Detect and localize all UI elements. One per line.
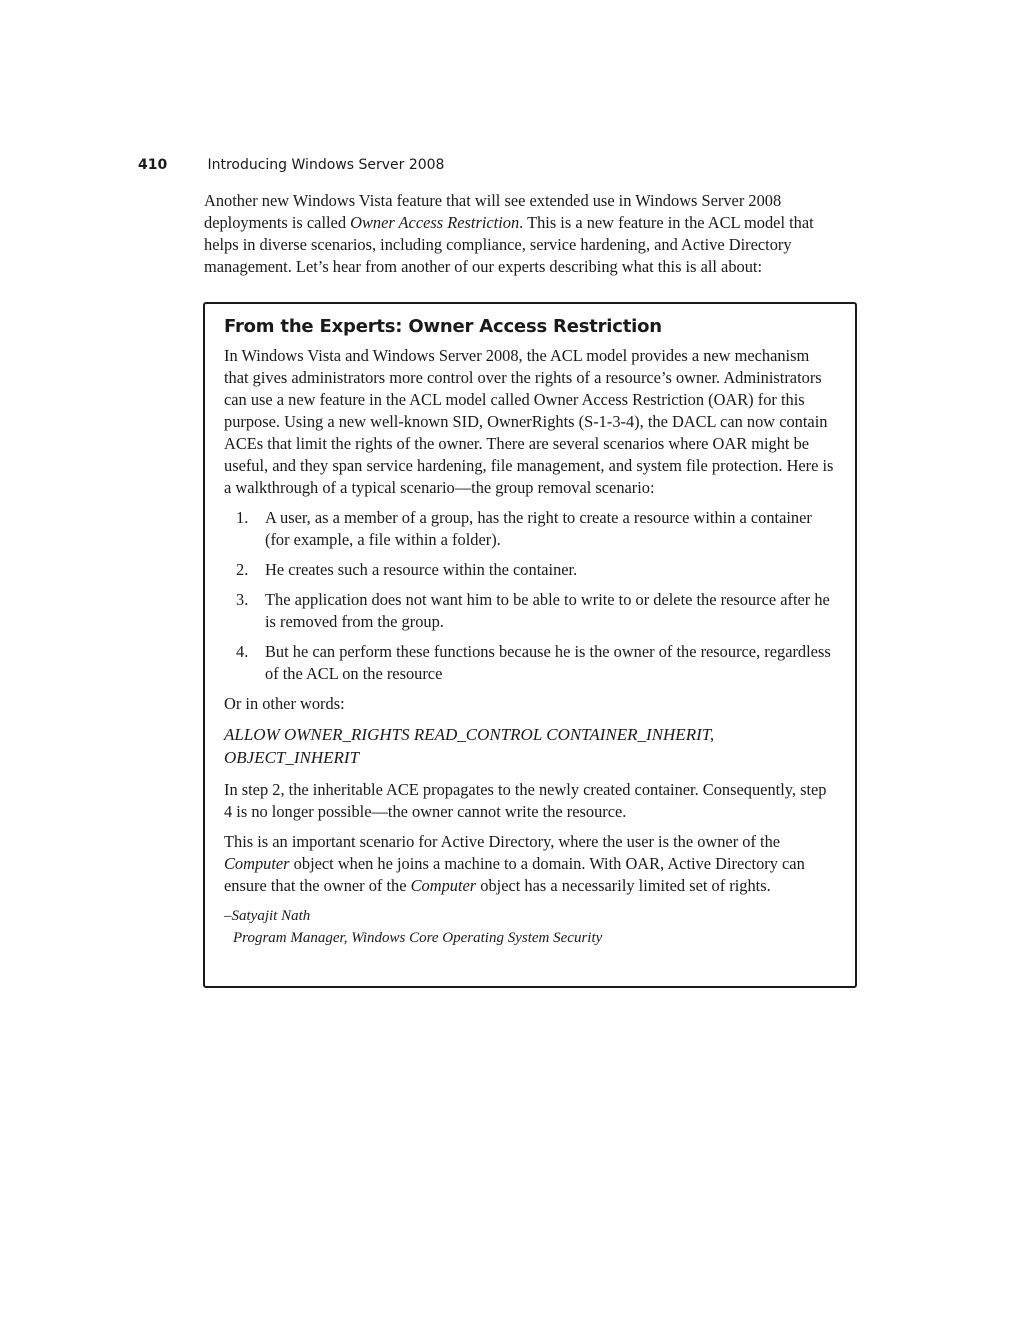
running-head	[138, 156, 444, 174]
intro-text-end: . This is a new feature in the ACL model that helps in diverse scenarios, including compliance, service hardening, and Active Directory management. Let’s hear from another of our experts describing what this is all about:	[204, 213, 814, 276]
step-text: He creates such a resource within the container.	[265, 560, 578, 579]
sidebar-paragraph-3	[224, 831, 837, 897]
scenario-steps	[224, 507, 837, 685]
page-number: 410	[138, 157, 168, 173]
step-number: 2.	[236, 560, 249, 579]
chapter-title: Introducing Windows Server 2008	[207, 157, 445, 173]
sidebar-title: From the Experts: Owner Access Restriction	[224, 316, 662, 337]
step-text: But he can perform these functions because he is the owner of the resource, regardless of the ACL on the resource	[265, 642, 831, 683]
paragraph-3-text-a: This is an important scenario for Active Directory, where the user is the owner of the	[224, 832, 781, 851]
author-name: –Satyajit Nath	[224, 908, 311, 924]
author-role: Program Manager, Windows Core Operating System Security	[233, 930, 603, 946]
computer-term: Computer	[224, 854, 290, 873]
step-text: A user, as a member of a group, has the right to create a resource within a container (for example, a file within a folder).	[265, 508, 812, 549]
intro-paragraph	[204, 190, 852, 278]
intro-text-start: Another new Windows Vista feature that will see extended use in Windows Server 2008 deployments is called	[204, 191, 782, 232]
sidebar-paragraph-1: In Windows Vista and Windows Server 2008, the ACL model provides a new mechanism that gives administrators more control over the rights of a resource’s owner. Administrators can use a new feature in the ACL model called Owner Access Restriction (OAR) for this purpose. Using a new well-known SID, OwnerRights (S-1-3-4), the DACL can now contain ACEs that limit the rights of the owner. There are several scenarios where OAR might be useful, and they span service hardening, file management, and system file protection. Here is a walkthrough of a typical scenario—the group removal scenario:	[224, 346, 834, 497]
paragraph-3-text-b: object when he joins a machine to a domain. With OAR, Active Directory can ensure that the owner of the	[224, 854, 805, 895]
list-item	[224, 507, 837, 551]
sidebar-paragraph-2: In step 2, the inheritable ACE propagates to the newly created container. Consequently, step 4 is no longer possible—the owner cannot write the resource.	[224, 780, 827, 821]
paragraph-3-text-c: object has a necessarily limited set of rights.	[476, 876, 771, 895]
step-text: The application does not want him to be able to write to or delete the resource after he is removed from the group.	[265, 590, 830, 631]
attribution	[224, 905, 837, 949]
list-item	[224, 589, 837, 633]
lead-in-text: Or in other words:	[224, 694, 345, 713]
intro-term: Owner Access Restriction	[350, 213, 520, 232]
step-number: 4.	[236, 642, 249, 661]
experts-sidebar	[203, 302, 857, 988]
computer-term: Computer	[410, 876, 477, 895]
list-item	[224, 559, 837, 581]
ace-code-line: ALLOW OWNER_RIGHTS READ_CONTROL CONTAINER_INHERIT, OBJECT_INHERIT	[224, 725, 715, 767]
step-number: 1.	[236, 508, 249, 527]
list-item	[224, 641, 837, 685]
step-number: 3.	[236, 590, 249, 609]
